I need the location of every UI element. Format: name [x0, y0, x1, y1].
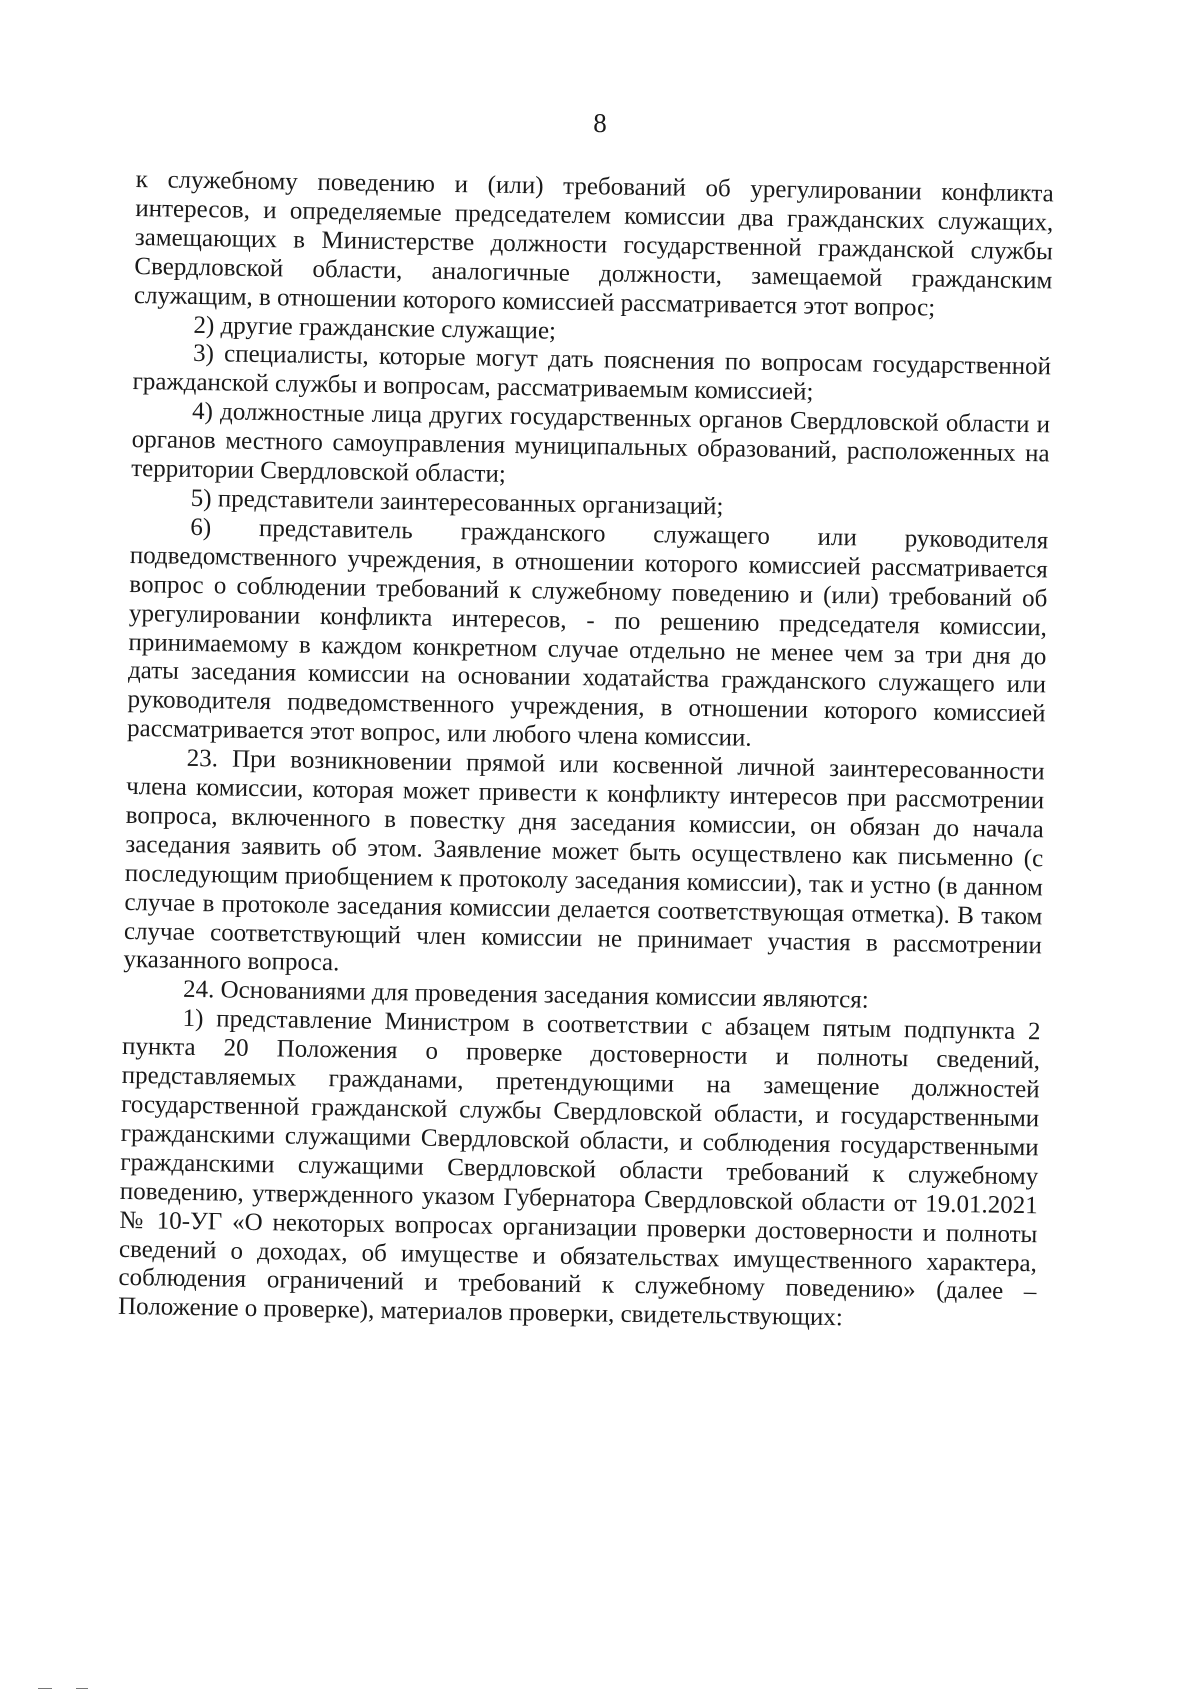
page-number: 8: [593, 108, 607, 138]
list-item-4: 4) должностные лица других государственных органов Свердловской области и органов местного самоуправления муниципальных образований, расположенных на территории Свердловской области;: [131, 398, 1051, 488]
clause-24-item-1: 1) представление Министром в соответствии с абзацем пятым подпункта 2 пункта 20 Положения о проверке достоверности и полноты сведений, представляемых гражданами, претендующими на замещение должностей государственной гражданской службы Свердловской области, и государственными гражданскими служащими Свердловской области, и соблюдения государственными гражданскими служащими Свердловской области требований к служебному поведению, утвержденного указом Губернатора Свердловской области от 19.01.2021 № 10-УГ «О некоторых вопросах организации проверки достоверности и полноты сведений о доходах, об имуществе и обязательствах имущественного характера, соблюдения ограничений и требований к служебному поведению» (далее – Положение о проверке), материалов проверки, свидетельствующих:: [117, 1005, 1041, 1332]
paragraph-continuation: к служебному поведению и (или) требований об урегулировании конфликта интересов, и определяемые председателем комиссии два гражданских служащих, замещающих в Министерстве должности государственной гражданской службы Свердловской области, аналогичные должности, замещаемой гражданским служащим, в отношении которого комиссией рассматривается этот вопрос;: [133, 166, 1054, 322]
list-item-2: 2) другие гражданские служащие;: [193, 311, 557, 345]
scan-artifact: [76, 1688, 88, 1689]
clause-23: 23. При возникновении прямой или косвенной личной заинтересованности члена комиссии, которая может привести к конфликту интересов при рассмотрении вопроса, включенного в повестку дня заседания комиссии, он обязан до начала заседания заявить об этом. Заявление может быть осуществлено как письменно (с последующим приобщением к протоколу заседания комиссии), так и устно (в данном случае в протоколе заседания комиссии делается соответствующая отметка). В таком случае соответствующий член комиссии не принимает участия в рассмотрении указанного вопроса.: [123, 744, 1045, 977]
document-body: [118, 166, 1054, 1337]
scan-artifact: [38, 1688, 52, 1689]
list-item-6: 6) представитель гражданского служащего или руководителя подведомственного учреждения, в отношении которого комиссией рассматривается вопрос о соблюдении требований к служебному поведению и (или) требований об урегулировании конфликта интересов, - по решению председателя комиссии, принимаемому в каждом конкретном случае отдельно не менее чем за три дня до даты заседания комиссии на основании ходатайства гражданского служащего или руководителя подведомственного учреждения, в отношении которого комиссией рассматривается этот вопрос, или любого члена комиссии.: [126, 513, 1049, 752]
clause-24: 24. Основаниями для проведения заседания комиссии являются:: [182, 976, 869, 1014]
list-item-3: 3) специалисты, которые могут дать пояснения по вопросам государственной гражданской службы и вопросам, рассматриваемым комиссией;: [132, 340, 1052, 407]
list-item-5: 5) представители заинтересованных организаций;: [190, 484, 724, 521]
